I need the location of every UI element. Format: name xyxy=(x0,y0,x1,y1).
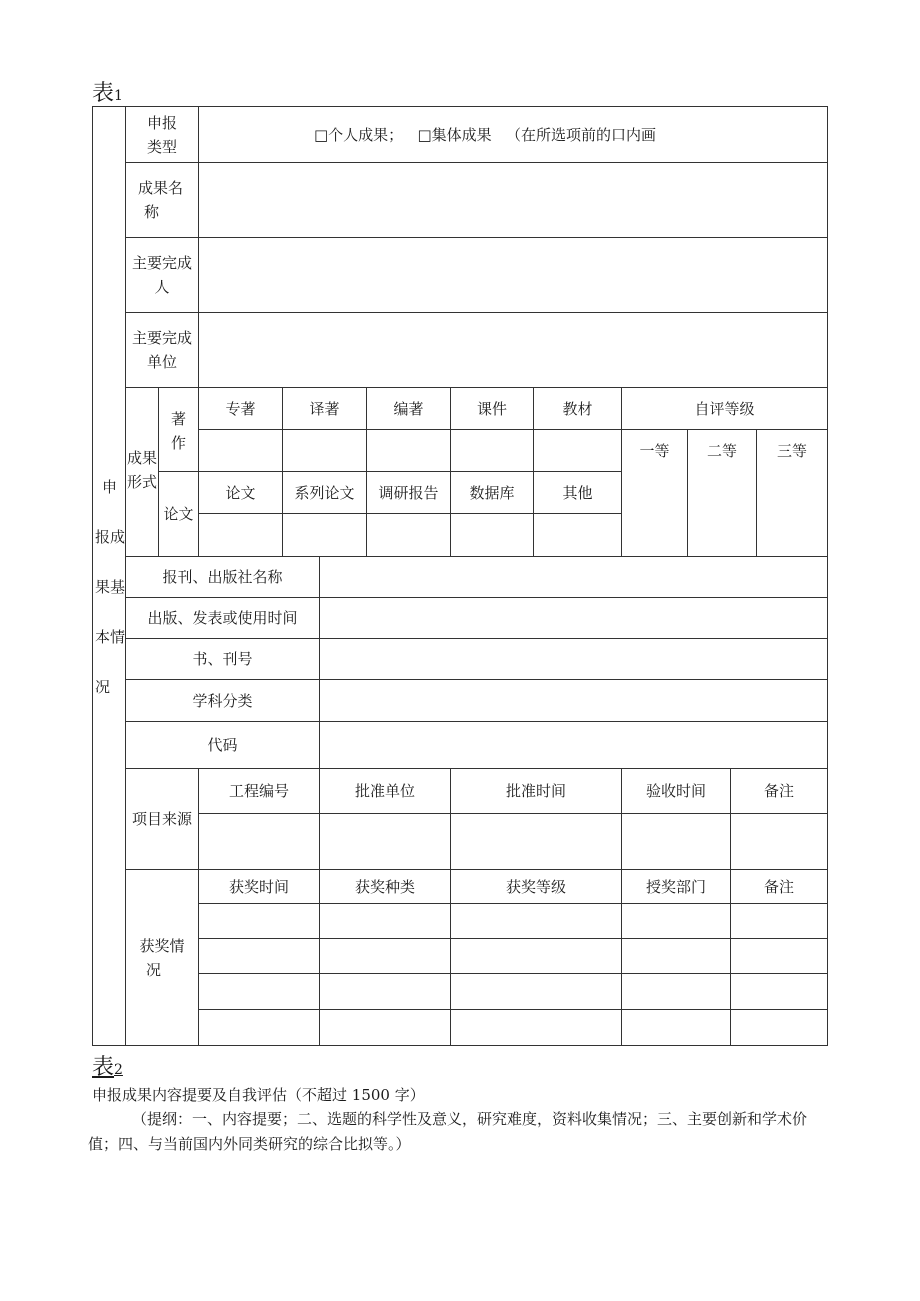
project-col-accept-time: 验收时间 xyxy=(645,782,706,800)
side-label-line-5: 况 xyxy=(95,678,111,696)
type-options[interactable]: □个人成果； □集体成果 （在所选项前的口内画 xyxy=(314,126,656,144)
award-col-remark: 备注 xyxy=(763,877,794,896)
issue-number-label: 书、刊号 xyxy=(192,650,253,668)
table1-title xyxy=(92,76,123,107)
discipline-label: 学科分类 xyxy=(192,691,253,710)
publisher-input[interactable] xyxy=(320,557,827,597)
form-label-line-2: 形式 xyxy=(126,473,157,491)
book-col-textbook: 教材 xyxy=(562,399,593,418)
side-label-line-1: 申 xyxy=(101,478,117,496)
publish-time-label: 出版、发表或使用时间 xyxy=(147,609,298,627)
discipline-input[interactable] xyxy=(320,680,827,721)
grade-third: 三等 xyxy=(776,441,807,460)
award-col-department: 授奖部门 xyxy=(645,877,706,896)
table2-title-num: 2 xyxy=(114,1062,123,1078)
side-label-line-2: 报成 xyxy=(94,528,125,546)
person-label xyxy=(126,238,198,312)
table2-title xyxy=(92,1050,123,1081)
award-label-line-1: 获奖情 xyxy=(139,936,185,955)
book-col-translation: 译著 xyxy=(309,399,340,418)
paper-col-other: 其他 xyxy=(562,483,593,502)
person-input[interactable] xyxy=(199,238,827,312)
person-label-line-2: 人 xyxy=(154,278,170,296)
award-col-time: 获奖时间 xyxy=(228,877,289,896)
type-label-line-1: 申报 xyxy=(146,113,177,132)
unit-label-line-1: 主要完成 xyxy=(131,329,192,347)
table1-title-num: 1 xyxy=(114,88,123,104)
award-label-line-2: 况 xyxy=(146,960,162,979)
name-label xyxy=(126,163,198,237)
book-label xyxy=(159,396,198,466)
project-col-approve-time: 批准时间 xyxy=(505,782,566,800)
book-label-line-2: 作 xyxy=(170,434,186,452)
form-label xyxy=(126,440,158,500)
award-label xyxy=(126,870,198,1045)
paper-col-report: 调研报告 xyxy=(378,483,439,502)
award-col-level: 获奖等级 xyxy=(505,877,566,896)
project-col-number: 工程编号 xyxy=(228,782,289,800)
award-col-type: 获奖种类 xyxy=(354,877,415,896)
name-label-line-2: 称 xyxy=(144,203,160,221)
book-col-monograph: 专著 xyxy=(225,399,256,418)
grade-first: 一等 xyxy=(639,441,670,460)
type-label xyxy=(126,107,198,162)
book-col-compilation: 编著 xyxy=(393,399,424,418)
code-label: 代码 xyxy=(207,736,238,754)
side-label-line-4: 本情 xyxy=(94,628,125,646)
publisher-label: 报刊、出版社名称 xyxy=(162,568,283,586)
table2-heading: 申报成果内容提要及自我评估（不超过 1500 字） xyxy=(92,1086,425,1104)
form-label-line-1: 成果 xyxy=(126,449,157,467)
project-col-remark: 备注 xyxy=(763,782,794,800)
paper-col-series: 系列论文 xyxy=(294,483,355,502)
book-label-line-1: 著 xyxy=(170,410,186,428)
unit-label xyxy=(126,313,198,387)
unit-input[interactable] xyxy=(199,313,827,387)
code-input[interactable] xyxy=(320,722,827,768)
table1-title-char: 表 xyxy=(92,81,115,106)
side-label xyxy=(93,475,126,699)
paper-col-paper: 论文 xyxy=(225,483,256,502)
side-label-line-3: 果基 xyxy=(94,578,125,596)
paper-col-database: 数据库 xyxy=(469,483,515,502)
name-input[interactable] xyxy=(199,163,827,237)
unit-label-line-2: 单位 xyxy=(146,353,177,371)
issue-number-input[interactable] xyxy=(320,639,827,679)
book-col-courseware: 课件 xyxy=(476,399,507,418)
name-label-line-1: 成果名 xyxy=(138,179,184,197)
type-label-line-2: 类型 xyxy=(146,137,177,156)
paper-label: 论文 xyxy=(163,505,194,523)
project-col-approver: 批准单位 xyxy=(354,782,415,800)
grade-second: 二等 xyxy=(706,441,737,460)
project-source-label: 项目来源 xyxy=(131,810,192,828)
grade-label: 自评等级 xyxy=(694,399,755,418)
table2-outline-line-2: 值；四、与当前国内外同类研究的综合比拟等。） xyxy=(88,1135,411,1153)
person-label-line-1: 主要完成 xyxy=(131,254,192,272)
table2-outline-line-1: （提纲：一、内容提要；二、选题的科学性及意义，研究难度，资料收集情况；三、主要创新和学术价 xyxy=(132,1110,808,1128)
table2-title-char: 表 xyxy=(92,1055,115,1080)
publish-time-input[interactable] xyxy=(320,598,827,638)
